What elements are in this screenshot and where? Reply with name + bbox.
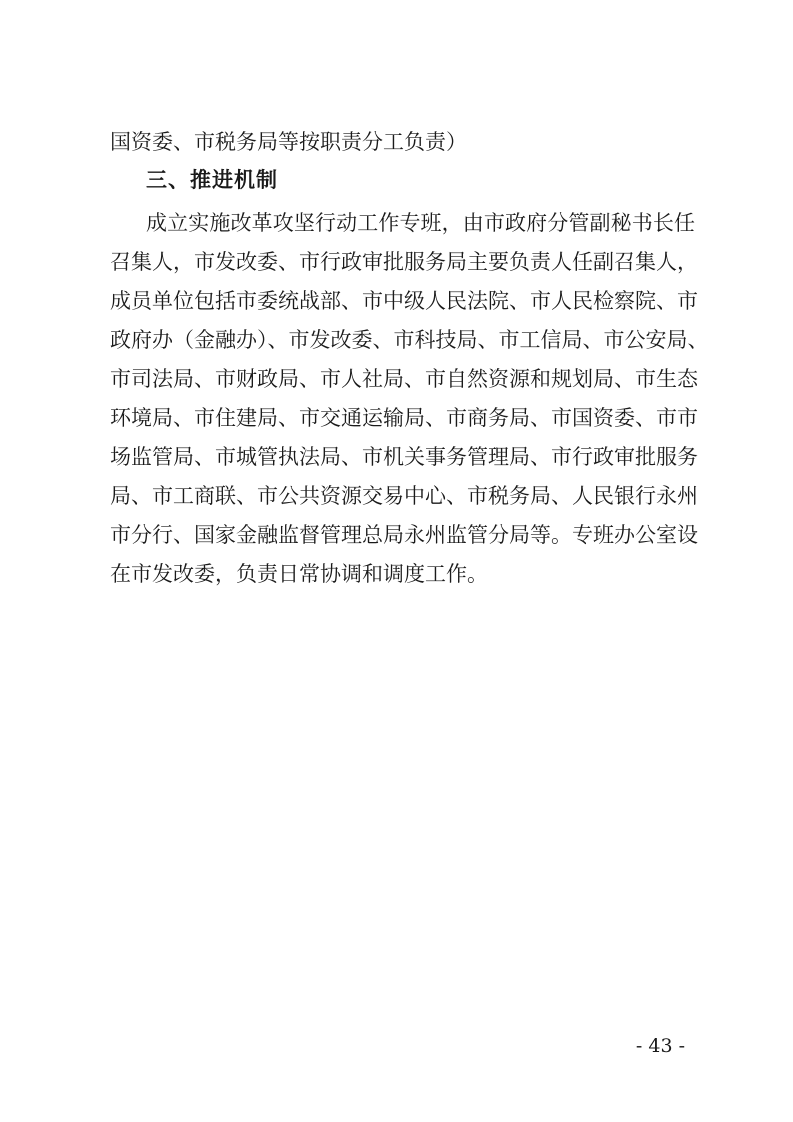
- paragraph-line: 政府办（金融办）、市发改委、市科技局、市工信局、市公安局、: [110, 328, 709, 352]
- paragraph-line: 场监管局、市城管执法局、市机关事务管理局、市行政审批服务: [110, 445, 698, 469]
- page-number: - 43 -: [635, 1035, 685, 1057]
- paragraph-line: 成员单位包括市委统战部、市中级人民法院、市人民检察院、市: [110, 289, 698, 313]
- continuation-text: 国资委、市税务局等按职责分工负责）: [110, 130, 467, 154]
- paragraph-line: 在市发改委，负责日常协调和调度工作。: [110, 562, 488, 586]
- paragraph-line: 局、市工商联、市公共资源交易中心、市税务局、人民银行永州: [110, 484, 698, 508]
- paragraph-line: 环境局、市住建局、市交通运输局、市商务局、市国资委、市市: [110, 406, 698, 430]
- paragraph-line: 成立实施改革攻坚行动工作专班，由市政府分管副秘书长任: [146, 211, 695, 235]
- paragraph-line: 市分行、国家金融监督管理总局永州监管分局等。专班办公室设: [110, 523, 698, 547]
- section-heading: 三、推进机制: [146, 168, 278, 192]
- paragraph-line: 市司法局、市财政局、市人社局、市自然资源和规划局、市生态: [110, 367, 698, 391]
- paragraph-line: 召集人，市发改委、市行政审批服务局主要负责人任副召集人，: [110, 250, 698, 274]
